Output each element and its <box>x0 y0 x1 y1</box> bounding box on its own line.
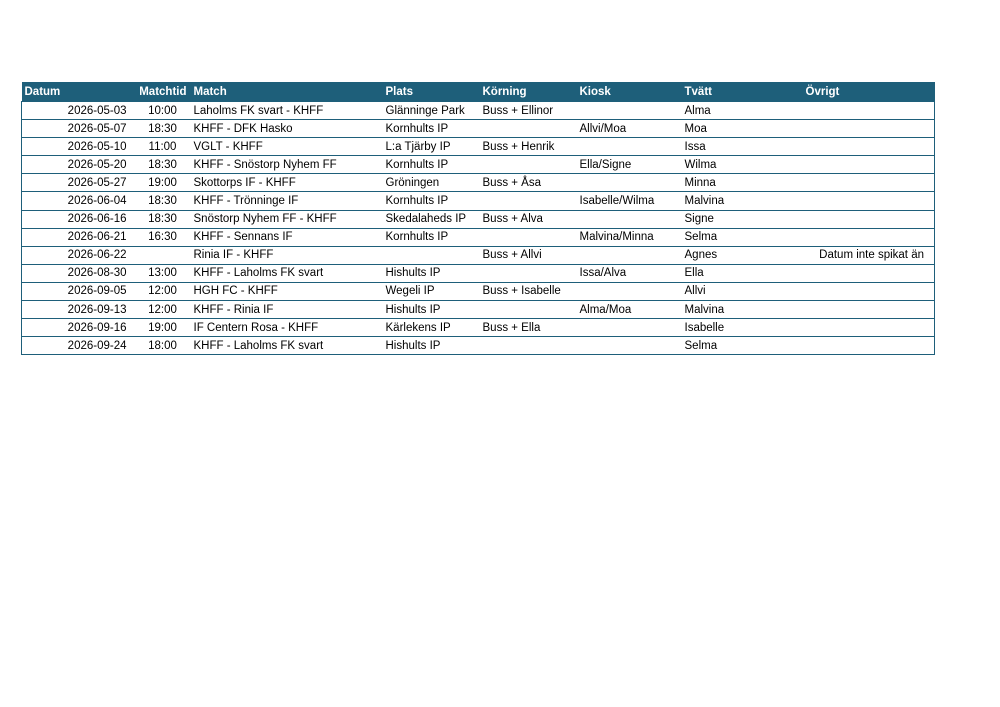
cell-korning: Buss + Alva <box>480 210 577 228</box>
cell-match: KHFF - Sennans IF <box>191 228 383 246</box>
cell-plats: Kornhults IP <box>383 156 480 174</box>
cell-korning <box>480 264 577 282</box>
cell-plats <box>383 246 480 264</box>
cell-ovrigt <box>803 319 935 337</box>
cell-datum: 2026-05-27 <box>22 174 135 192</box>
table-row <box>22 264 935 282</box>
cell-kiosk <box>577 337 682 355</box>
cell-datum: 2026-06-04 <box>22 192 135 210</box>
cell-matchtid: 18:30 <box>135 210 191 228</box>
table-row <box>22 246 935 264</box>
cell-ovrigt <box>803 156 935 174</box>
cell-datum: 2026-06-22 <box>22 246 135 264</box>
cell-tvatt: Isabelle <box>682 319 803 337</box>
header-ovrigt: Övrigt <box>803 83 935 102</box>
header-match: Match <box>191 83 383 102</box>
cell-kiosk <box>577 102 682 120</box>
cell-matchtid: 16:30 <box>135 228 191 246</box>
cell-ovrigt <box>803 210 935 228</box>
cell-korning: Buss + Henrik <box>480 138 577 156</box>
cell-plats: Kornhults IP <box>383 120 480 138</box>
cell-datum: 2026-09-05 <box>22 282 135 300</box>
cell-matchtid: 19:00 <box>135 174 191 192</box>
cell-ovrigt: Datum inte spikat än <box>803 246 935 264</box>
cell-tvatt: Minna <box>682 174 803 192</box>
cell-korning <box>480 228 577 246</box>
cell-match: Snöstorp Nyhem FF - KHFF <box>191 210 383 228</box>
cell-kiosk <box>577 174 682 192</box>
cell-tvatt: Alma <box>682 102 803 120</box>
cell-tvatt: Allvi <box>682 282 803 300</box>
cell-matchtid: 18:00 <box>135 337 191 355</box>
cell-tvatt: Moa <box>682 120 803 138</box>
cell-plats: Kornhults IP <box>383 228 480 246</box>
table-row <box>22 228 935 246</box>
cell-match: KHFF - Trönninge IF <box>191 192 383 210</box>
cell-ovrigt <box>803 282 935 300</box>
cell-korning: Buss + Ellinor <box>480 102 577 120</box>
cell-kiosk: Ella/Signe <box>577 156 682 174</box>
cell-matchtid: 18:30 <box>135 192 191 210</box>
cell-korning <box>480 120 577 138</box>
cell-match: KHFF - Snöstorp Nyhem FF <box>191 156 383 174</box>
cell-korning: Buss + Ella <box>480 319 577 337</box>
cell-tvatt: Ella <box>682 264 803 282</box>
cell-kiosk: Alma/Moa <box>577 301 682 319</box>
cell-plats: Gröningen <box>383 174 480 192</box>
cell-matchtid: 19:00 <box>135 319 191 337</box>
cell-plats: L:a Tjärby IP <box>383 138 480 156</box>
cell-kiosk <box>577 210 682 228</box>
cell-ovrigt <box>803 337 935 355</box>
cell-tvatt: Signe <box>682 210 803 228</box>
cell-match: KHFF - Laholms FK svart <box>191 337 383 355</box>
cell-korning <box>480 156 577 174</box>
cell-tvatt: Malvina <box>682 301 803 319</box>
cell-plats: Glänninge Park <box>383 102 480 120</box>
cell-ovrigt <box>803 228 935 246</box>
cell-matchtid <box>135 246 191 264</box>
table-row <box>22 120 935 138</box>
cell-datum: 2026-05-20 <box>22 156 135 174</box>
table-body <box>22 102 935 355</box>
table-header <box>22 83 935 102</box>
header-kiosk: Kiosk <box>577 83 682 102</box>
cell-ovrigt <box>803 174 935 192</box>
header-matchtid: Matchtid <box>135 83 191 102</box>
cell-plats: Kärlekens IP <box>383 319 480 337</box>
cell-korning <box>480 337 577 355</box>
cell-tvatt: Agnes <box>682 246 803 264</box>
cell-match: KHFF - DFK Hasko <box>191 120 383 138</box>
cell-plats: Wegeli IP <box>383 282 480 300</box>
cell-ovrigt <box>803 264 935 282</box>
header-datum: Datum <box>22 83 135 102</box>
cell-matchtid: 11:00 <box>135 138 191 156</box>
cell-matchtid: 12:00 <box>135 301 191 319</box>
cell-kiosk: Malvina/Minna <box>577 228 682 246</box>
cell-ovrigt <box>803 301 935 319</box>
cell-matchtid: 18:30 <box>135 156 191 174</box>
cell-datum: 2026-05-10 <box>22 138 135 156</box>
cell-korning <box>480 192 577 210</box>
table-row <box>22 282 935 300</box>
cell-datum: 2026-05-07 <box>22 120 135 138</box>
cell-kiosk <box>577 319 682 337</box>
cell-tvatt: Selma <box>682 228 803 246</box>
cell-match: IF Centern Rosa - KHFF <box>191 319 383 337</box>
cell-match: HGH FC - KHFF <box>191 282 383 300</box>
cell-match: Skottorps IF - KHFF <box>191 174 383 192</box>
cell-korning: Buss + Allvi <box>480 246 577 264</box>
cell-datum: 2026-09-13 <box>22 301 135 319</box>
cell-korning <box>480 301 577 319</box>
table-row <box>22 174 935 192</box>
cell-match: Laholms FK svart - KHFF <box>191 102 383 120</box>
cell-matchtid: 10:00 <box>135 102 191 120</box>
cell-ovrigt <box>803 102 935 120</box>
cell-datum: 2026-05-03 <box>22 102 135 120</box>
table-row <box>22 210 935 228</box>
header-korning: Körning <box>480 83 577 102</box>
cell-tvatt: Selma <box>682 337 803 355</box>
cell-datum: 2026-09-16 <box>22 319 135 337</box>
cell-datum: 2026-06-21 <box>22 228 135 246</box>
cell-matchtid: 18:30 <box>135 120 191 138</box>
cell-datum: 2026-09-24 <box>22 337 135 355</box>
cell-plats: Hishults IP <box>383 264 480 282</box>
cell-match: KHFF - Rinia IF <box>191 301 383 319</box>
cell-ovrigt <box>803 120 935 138</box>
cell-plats: Kornhults IP <box>383 192 480 210</box>
cell-plats: Skedalaheds IP <box>383 210 480 228</box>
schedule-sheet <box>21 82 934 355</box>
cell-korning: Buss + Isabelle <box>480 282 577 300</box>
match-schedule-table <box>21 82 935 355</box>
cell-kiosk: Issa/Alva <box>577 264 682 282</box>
cell-kiosk <box>577 138 682 156</box>
cell-matchtid: 12:00 <box>135 282 191 300</box>
cell-matchtid: 13:00 <box>135 264 191 282</box>
cell-ovrigt <box>803 192 935 210</box>
table-row <box>22 102 935 120</box>
cell-kiosk: Allvi/Moa <box>577 120 682 138</box>
cell-datum: 2026-06-16 <box>22 210 135 228</box>
cell-korning: Buss + Åsa <box>480 174 577 192</box>
table-row <box>22 138 935 156</box>
cell-match: Rinia IF - KHFF <box>191 246 383 264</box>
cell-plats: Hishults IP <box>383 337 480 355</box>
header-row <box>22 83 935 102</box>
cell-tvatt: Issa <box>682 138 803 156</box>
cell-tvatt: Wilma <box>682 156 803 174</box>
table-row <box>22 319 935 337</box>
cell-kiosk <box>577 282 682 300</box>
cell-ovrigt <box>803 138 935 156</box>
table-row <box>22 192 935 210</box>
table-row <box>22 156 935 174</box>
cell-plats: Hishults IP <box>383 301 480 319</box>
cell-match: VGLT - KHFF <box>191 138 383 156</box>
table-row <box>22 337 935 355</box>
cell-tvatt: Malvina <box>682 192 803 210</box>
cell-kiosk <box>577 246 682 264</box>
cell-datum: 2026-08-30 <box>22 264 135 282</box>
header-plats: Plats <box>383 83 480 102</box>
header-tvatt: Tvätt <box>682 83 803 102</box>
cell-match: KHFF - Laholms FK svart <box>191 264 383 282</box>
cell-kiosk: Isabelle/Wilma <box>577 192 682 210</box>
table-row <box>22 301 935 319</box>
